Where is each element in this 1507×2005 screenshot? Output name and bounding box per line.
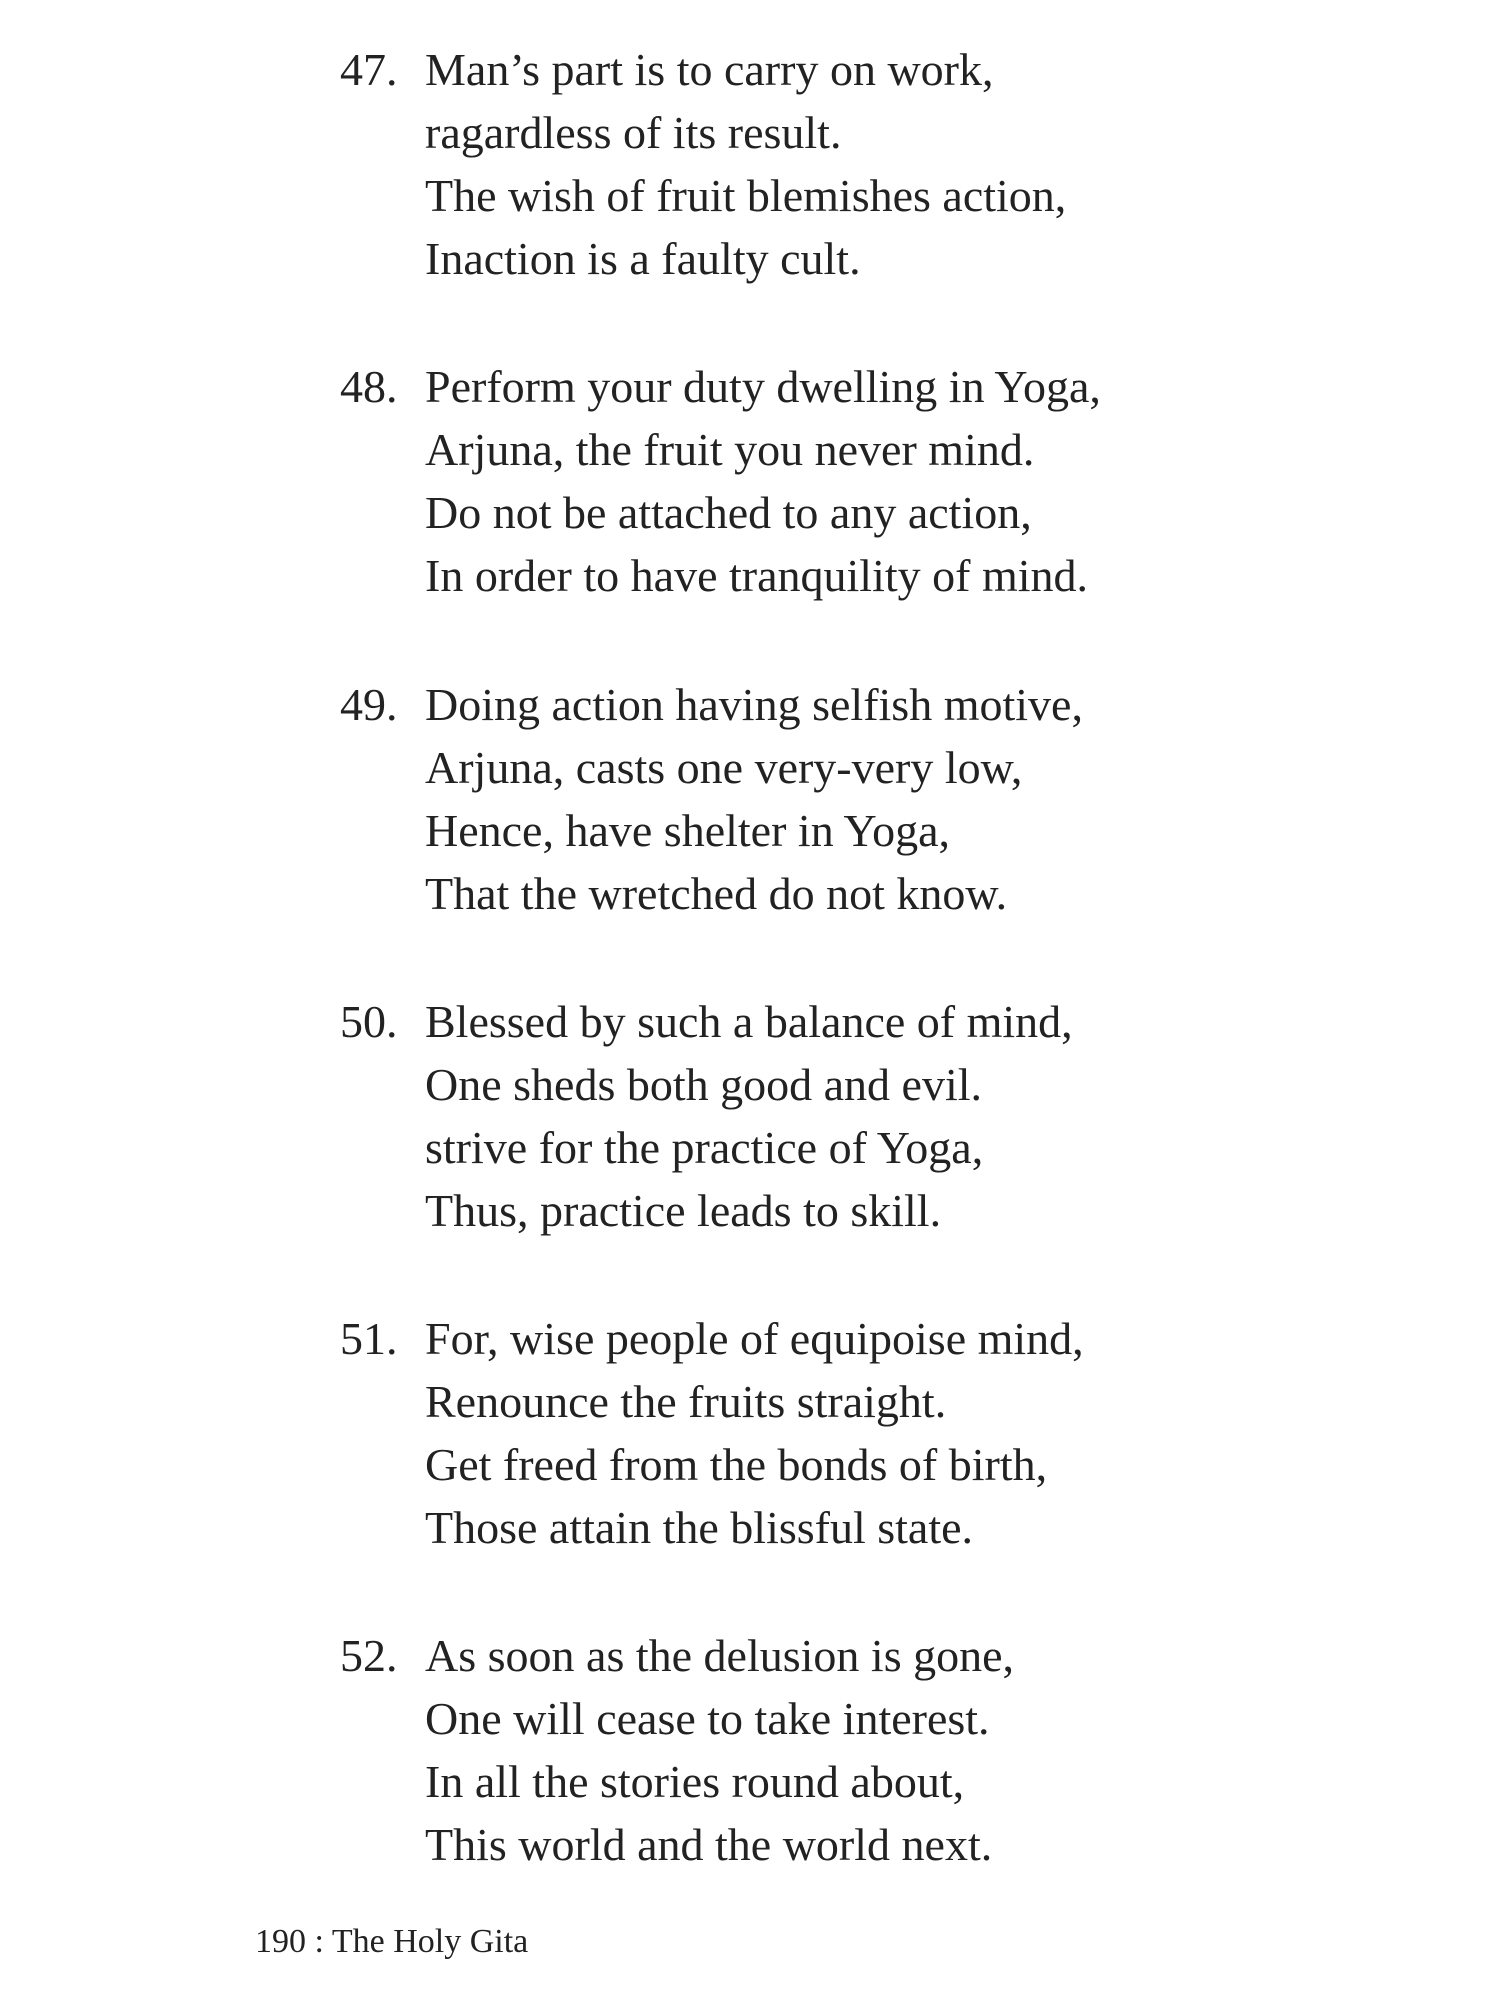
verse-line — [340, 862, 1340, 925]
verse-text: Doing action having selfish motive, — [425, 679, 1083, 730]
verse-number: 52. — [340, 1630, 398, 1681]
page-footer: 190 : The Holy Gita — [255, 1923, 529, 1960]
verse-text: One will cease to take interest. — [425, 1693, 990, 1744]
verse-text: Perform your duty dwelling in Yoga, — [425, 361, 1101, 412]
verse-text: One sheds both good and evil. — [425, 1059, 983, 1110]
verse-48 — [340, 355, 1340, 607]
verse-text: Arjuna, casts one very-very low, — [425, 742, 1023, 793]
verse-number: 49. — [340, 679, 398, 730]
verse-line — [340, 418, 1340, 481]
verse-line — [340, 1179, 1340, 1242]
verse-text: Blessed by such a balance of mind, — [425, 996, 1073, 1047]
verse-text: Hence, have shelter in Yoga, — [425, 805, 951, 856]
verse-line — [340, 1496, 1340, 1559]
verse-text: Arjuna, the fruit you never mind. — [425, 424, 1035, 475]
verse-line — [340, 990, 1340, 1053]
verse-number: 48. — [340, 361, 398, 412]
verse-line — [340, 355, 1340, 418]
verse-text: That the wretched do not know. — [425, 868, 1008, 919]
verse-text: Get freed from the bonds of birth, — [425, 1439, 1048, 1490]
verse-line — [340, 1687, 1340, 1750]
verse-text: strive for the practice of Yoga, — [425, 1122, 984, 1173]
verse-text: Thus, practice leads to skill. — [425, 1185, 942, 1236]
verse-line — [340, 101, 1340, 164]
verse-52 — [340, 1624, 1340, 1876]
verse-number: 51. — [340, 1313, 398, 1364]
verse-text: Renounce the fruits straight. — [425, 1376, 947, 1427]
verse-50 — [340, 990, 1340, 1242]
verse-text: The wish of fruit blemishes action, — [425, 170, 1067, 221]
verse-line — [340, 1370, 1340, 1433]
verse-line — [340, 1624, 1340, 1687]
verse-text: Do not be attached to any action, — [425, 487, 1032, 538]
verse-number: 50. — [340, 996, 398, 1047]
verse-line — [340, 1813, 1340, 1876]
verse-line — [340, 481, 1340, 544]
verse-line — [340, 736, 1340, 799]
verse-49 — [340, 673, 1340, 925]
verse-text: ragardless of its result. — [425, 107, 842, 158]
verse-line — [340, 1307, 1340, 1370]
verse-line — [340, 38, 1340, 101]
verse-text: In order to have tranquility of mind. — [425, 550, 1089, 601]
verse-text: This world and the world next. — [425, 1819, 993, 1870]
verse-text: Man’s part is to carry on work, — [425, 44, 994, 95]
verse-text: Those attain the blissful state. — [425, 1502, 974, 1553]
verse-line — [340, 1750, 1340, 1813]
verse-line — [340, 544, 1340, 607]
verse-line — [340, 1433, 1340, 1496]
verse-text: As soon as the delusion is gone, — [425, 1630, 1015, 1681]
verse-text: Inaction is a faulty cult. — [425, 233, 861, 284]
verse-line — [340, 799, 1340, 862]
verse-47 — [340, 38, 1340, 290]
verse-line — [340, 1053, 1340, 1116]
verse-text: For, wise people of equipoise mind, — [425, 1313, 1084, 1364]
verse-51 — [340, 1307, 1340, 1559]
verse-line — [340, 164, 1340, 227]
verse-number: 47. — [340, 44, 398, 95]
verse-line — [340, 1116, 1340, 1179]
verse-line — [340, 673, 1340, 736]
verse-text: In all the stories round about, — [425, 1756, 965, 1807]
verse-line — [340, 227, 1340, 290]
